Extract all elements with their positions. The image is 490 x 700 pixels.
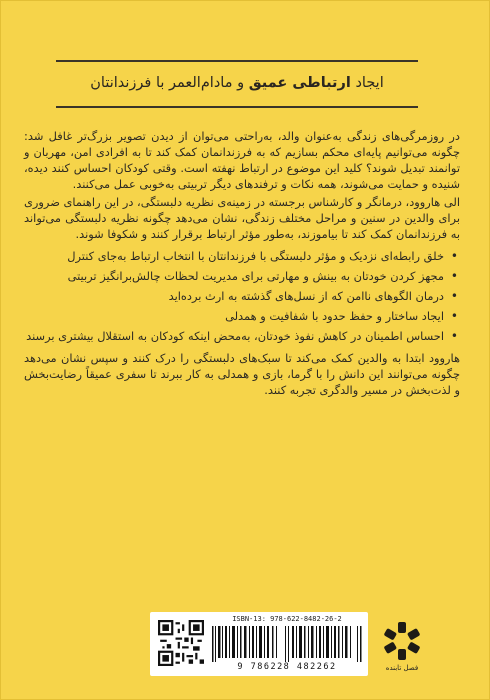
- title-bottom-rule: [56, 106, 418, 108]
- qr-code-icon: [158, 620, 204, 666]
- tagline-emphasis: ارتباطی عمیق: [248, 75, 351, 91]
- barcode-digits: 9 786228 482262: [237, 662, 337, 672]
- tagline-part-3: و مادام‌العمر با فرزندانتان: [90, 75, 245, 91]
- book-tagline: [56, 68, 418, 98]
- benefits-list: [24, 248, 460, 344]
- blurb-paragraph-2: الی هاروود، درمانگر و کارشناس برجسته در زمینه‌ی نظریه دلبستگی، در این راهنمای ضروری برای والدین در سنین و مراحل مختلف زندگی، نشان می‌دهد چگونه نظریه دلبستگی می‌تواند به فرزندانمان کمک کند تا بیاموزند، به‌طور مؤثر ارتباط برقرار کنند و شکوفا شوند.: [24, 195, 460, 241]
- blurb-closing: هاروود ابتدا به والدین کمک می‌کند تا سبک‌های دلبستگی را درک کنند و سپس نشان می‌دهد چگونه می‌توانند این دانش را با گرما، بازی و همدلی به کار ببرند تا سفری عمیقاً رضایت‌بخش و لذت‌بخش در مسیر والدگری تجربه کنند.: [24, 351, 460, 397]
- list-item: • درمان الگوهای ناامن که از نسل‌های گذشته به ارث برده‌اید: [24, 288, 444, 304]
- list-item: • خلق رابطه‌ای نزدیک و مؤثر دلبستگی با فرزندانتان با انتخاب ارتباط به‌جای کنترل: [24, 248, 444, 264]
- list-item: • مجهز کردن خودتان به بینش و مهارتی برای مدیریت لحظات چالش‌برانگیز تربیتی: [24, 268, 444, 284]
- blurb-paragraph-1: در روزمرگی‌های زندگی به‌عنوان والد، به‌راحتی می‌توان از دیدن تصویر بزرگ‌تر غافل شد: چگونه می‌توانیم پایه‌ای محکم بسازیم که به فرزندانمان کمک کند تا به افرادی امن، مهربان و توانمند تبدیل شوند؟ کلید این موضوع در ارتباط نهفته است. وقتی کودکان احساس کنند دیده، شنیده و حمایت می‌شوند، همه نکات و ترفندهای دیگر تربیتی به‌خوبی عمل می‌کنند.: [24, 129, 460, 191]
- isbn-label: ISBN-13: 978-622-8482-26-2: [232, 615, 342, 623]
- barcode-panel: [150, 612, 368, 676]
- title-top-rule: [56, 60, 418, 62]
- blurb-text: [24, 128, 460, 400]
- barcode-icon: [212, 626, 362, 662]
- list-item: • احساس اطمینان در کاهش نفوذ خودتان، به‌محض اینکه کودکان به استقلال بیشتری برسند: [24, 328, 444, 344]
- list-item: • ایجاد ساختار و حفظ حدود با شفافیت و همدلی: [24, 308, 444, 324]
- publisher-name: فصل تابنده: [385, 664, 419, 672]
- tagline-part-1: ایجاد: [355, 75, 384, 91]
